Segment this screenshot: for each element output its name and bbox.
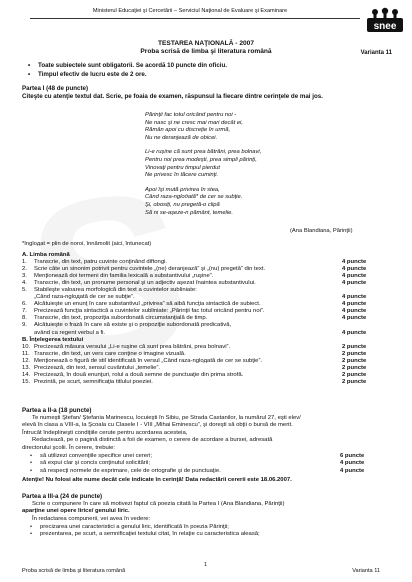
poem-line: Pentru noi prea modeşti, prea simpli părinţi, [145,156,257,163]
requirement-text: precizarea unei caracteristici a genului liric, identificată în poezia Părinţii; [40,524,229,530]
general-rules [28,62,388,79]
question-item [22,344,394,351]
question-points: 2 puncte [342,343,367,350]
requirement-points: 6 puncte [340,453,365,459]
requirement-item: • să expui clar şi concis conţinutul solicitării; 4 puncte [30,460,392,467]
question-item [22,379,394,386]
poem-line: Şi, obosiţi, nu pregetă-o clipă [145,201,220,208]
requirement-text: să expui clar şi concis conţinutul solicitării; [40,460,151,467]
poem [145,112,395,217]
question-item [22,322,394,329]
question-points: 4 puncte [342,273,367,280]
question-number: 14. [22,371,31,378]
question-text: Alcătuieşte un enunţ în care substantivul „privirea” să aibă funcţia sintactică de subiect. [34,301,261,308]
part2-text: Te numeşti Ştefan/ Ştefania Marinescu, locuieşti în Sibiu, pe Strada Castanilor, la numărul 27, eşti elev/ elevă în clasa a VIII-a, la Şcoala cu Clasele I - VIII „Mihai Eminescu”, şi doreşti să obţii o bursă de merit. Întrucât îndeplineşti condiţiile cerute pentru acordarea acesteia, Redactează, pe o pagină distinctă a foii de examen, o cerere de acordare a bursei, adresată directorului şcolii. În cerere, trebuie: [22,415,301,451]
question-points: 4 puncte [342,266,367,273]
question-text: Alcătuieşte o frază în care să existe şi o propoziţie subordonată predicativă, [34,322,232,329]
page-number: 1 [204,562,208,568]
question-text: Transcrie, din text, propoziţia subordonată circumstanţială de timp. [34,315,208,322]
glossary-note: *Ingloдat = plin de noroi, înnămolit (aici, întunecat) [22,241,152,247]
question-points: 4 puncte [342,315,367,322]
title-block [20,40,392,56]
poem-line: Să ni se-aşeze-n pământ, temelie. [145,209,233,216]
question-text: Precizează măsura versului „Li-e ruşine că sunt prea bătrâni, prea bolnavi”. [34,343,231,350]
ministry-header: Ministerul Educaţiei şi Cercetării – Serviciul Naţional de Evaluare şi Examinare [92,8,288,14]
exam-subtitle: Proba scrisă de limba şi literatura română [140,48,272,55]
question-number: 3. [22,273,27,280]
question-item [22,273,394,280]
section-a [22,252,394,386]
section-b-heading: B. Înţelegerea textului [22,336,84,343]
part1-heading: Partea I (48 de puncte) [22,85,89,92]
question-item [22,287,394,294]
requirement-text: prezentarea, pe scurt, a semnificaţiei textului citat, în relaţie cu caracteristica aleasă; [40,531,260,538]
requirement-points [340,524,392,531]
poem-line: Ne privesc în tăcere cuminţi. [145,172,219,179]
part2-requirements [30,453,392,475]
question-item [22,372,394,379]
poem-line: Apoi îşi mută privirea în stea, [145,186,220,193]
question-text: Precizează funcţia sintactică a cuvintelor subliniate: „Părinţii fac totul oricând pentru noi”. [34,308,265,315]
snee-logo [365,6,405,36]
exam-title: TESTAREA NAŢIONALĂ - 2007 [158,40,254,47]
question-number: 1. [22,259,27,266]
question-points: 4 puncte [342,329,367,336]
poem-line: Când raza-ngloдată* de cer se subţie. [145,194,243,201]
question-text: având ca regent verbul a fi. [34,329,106,336]
question-item [22,315,394,322]
question-number: 5. [22,287,27,294]
question-points: 2 puncte [342,357,367,364]
question-points: 2 puncte [342,350,367,357]
question-number: 2. [22,266,27,273]
question-text: Transcrie, din text, patru cuvinte conţinând diftongi. [34,259,168,266]
question-points: 4 puncte [342,280,367,287]
part3-heading: Partea a III-a (24 de puncte) [22,493,103,500]
question-item [22,308,394,315]
variant-label: Varianta 11 [360,50,392,56]
rule-item: • Timpul efectiv de lucru este de 2 ore. [28,70,147,78]
poem-line: Nu ne deranjează de obicei. [145,134,218,141]
question-number: 13. [22,364,31,371]
question-item [22,330,394,337]
question-points: 4 puncte [342,259,367,266]
question-number [22,330,34,337]
question-number: 7. [22,308,27,315]
question-text: „Când raza-ngloдată de cer se subţie”. [34,294,135,301]
question-item [22,259,394,266]
requirement-points: 4 puncte [340,467,365,474]
requirement-points [340,531,392,538]
part2-warning: Atenţie! Nu folosi alte nume decât cele indicate în cerinţă! Data redactării cererii este 18.06.2007. [22,477,292,483]
question-points [342,287,394,294]
question-item [22,266,394,273]
footer-variant: Varianta 11 [352,568,380,574]
question-points: 2 puncte [342,364,367,371]
question-text: Precizează, din text, sensul cuvântului „temelie”. [34,364,161,371]
header-divider [30,18,360,19]
poem-line: Ne nasc şi ne cresc mai mari decât ei, [145,119,243,126]
question-points: 4 puncte [342,294,367,301]
question-item [22,365,394,372]
question-text: Menţionează doi termeni din familia lexicală a substantivului „ruşine”. [34,273,214,280]
question-text: Transcrie, din text, un pronume personal şi un adjectiv aşezat înaintea substantivului. [34,280,256,287]
question-points: 2 puncte [342,371,367,378]
question-text: Stabileşte valoarea morfologică din text a cuvintelor subliniate: [34,287,197,294]
question-number [22,294,34,301]
question-number: 6. [22,301,27,308]
requirement-text: să respecţi normele de exprimare, cele de ortografie şi de punctuaţie. [40,467,221,474]
question-text: Transcrie, din text, un vers care conţine o imagine vizuală. [34,350,186,357]
question-points [342,322,394,329]
question-number: 11. [22,350,30,357]
poem-line: Li-e ruşine că sunt prea bătrâni, prea bolnavi, [145,149,262,156]
question-number: 9. [22,322,27,329]
question-points: 2 puncte [342,378,367,385]
poem-line: Rămân apoi cu discreţie în urmă, [145,127,231,134]
requirement-item: • precizarea unei caracteristici a genului liric, identificată în poezia Părinţii; [30,524,392,531]
question-number: 8. [22,315,27,322]
section-a-heading: A. Limba română [22,252,70,258]
requirement-item: • să utilizezi convenţiile specifice unei cereri; 6 puncte [30,453,392,460]
requirement-item: • să respecţi normele de exprimare, cele de ortografie şi de punctuaţie. 4 puncte [30,468,392,475]
question-text: Prezintă, pe scurt, semnificaţia titlului poeziei. [34,378,153,385]
requirement-text: să utilizezi convenţiile specifice unei cereri; [40,453,152,459]
question-number: 15. [22,378,31,385]
snee-logo-icon [365,6,405,36]
question-number: 12. [22,357,31,364]
question-item [22,301,394,308]
question-text: Precizează, în două enunţuri, rolul a două semne de punctuaţie din prima strofă. [34,371,244,378]
rule-item: • Toate subiectele sunt obligatorii. Se acordă 10 puncte din oficiu. [28,62,227,69]
question-text: Scrie câte un sinonim potrivit pentru cuvintele „(ne) deranjează” şi „(nu) pregetă” din text. [34,266,266,273]
svg-text:snee: snee [373,21,397,32]
part3-text: Scrie o compunere în care să motivezi faptul că poezia citată la Partea I (Ana Blandiana, Părinţii) aparţine unei opere lirice/ genului liric. În redactarea compunerii, vei avea în vedere: [22,501,285,522]
question-item [22,294,394,301]
part2-heading: Partea a II-a (18 puncte) [22,407,92,414]
question-item [22,358,394,365]
poem-line: Părinţii fac totul oricând pentru noi - [145,112,237,118]
part1-instruction: Citeşte cu atenţie textul dat. Scrie, pe foaia de examen, răspunsul la fiecare dintre cerinţele de mai jos. [22,93,323,100]
question-number: 10. [22,343,31,350]
question-number: 4. [22,280,27,287]
question-points: 4 puncte [342,308,367,315]
poem-author: (Ana Blandiana, Părinţii) [290,228,353,234]
question-item [22,280,394,287]
question-text: Menţionează o figură de stil identificată în versul „Când raza-ngloдată de cer se subţie”. [34,357,263,364]
question-item [22,351,394,358]
requirement-points: 4 puncte [340,460,365,467]
part3-requirements [30,524,392,539]
footer-subject: Proba scrisă de limba şi literatura română [22,568,126,574]
question-points: 4 puncte [342,301,367,308]
requirement-item: • prezentarea, pe scurt, a semnificaţiei textului citat, în relaţie cu caracteristica aleasă; [30,531,392,538]
poem-line: Vinovaţi pentru timpul pierdut [145,164,220,171]
